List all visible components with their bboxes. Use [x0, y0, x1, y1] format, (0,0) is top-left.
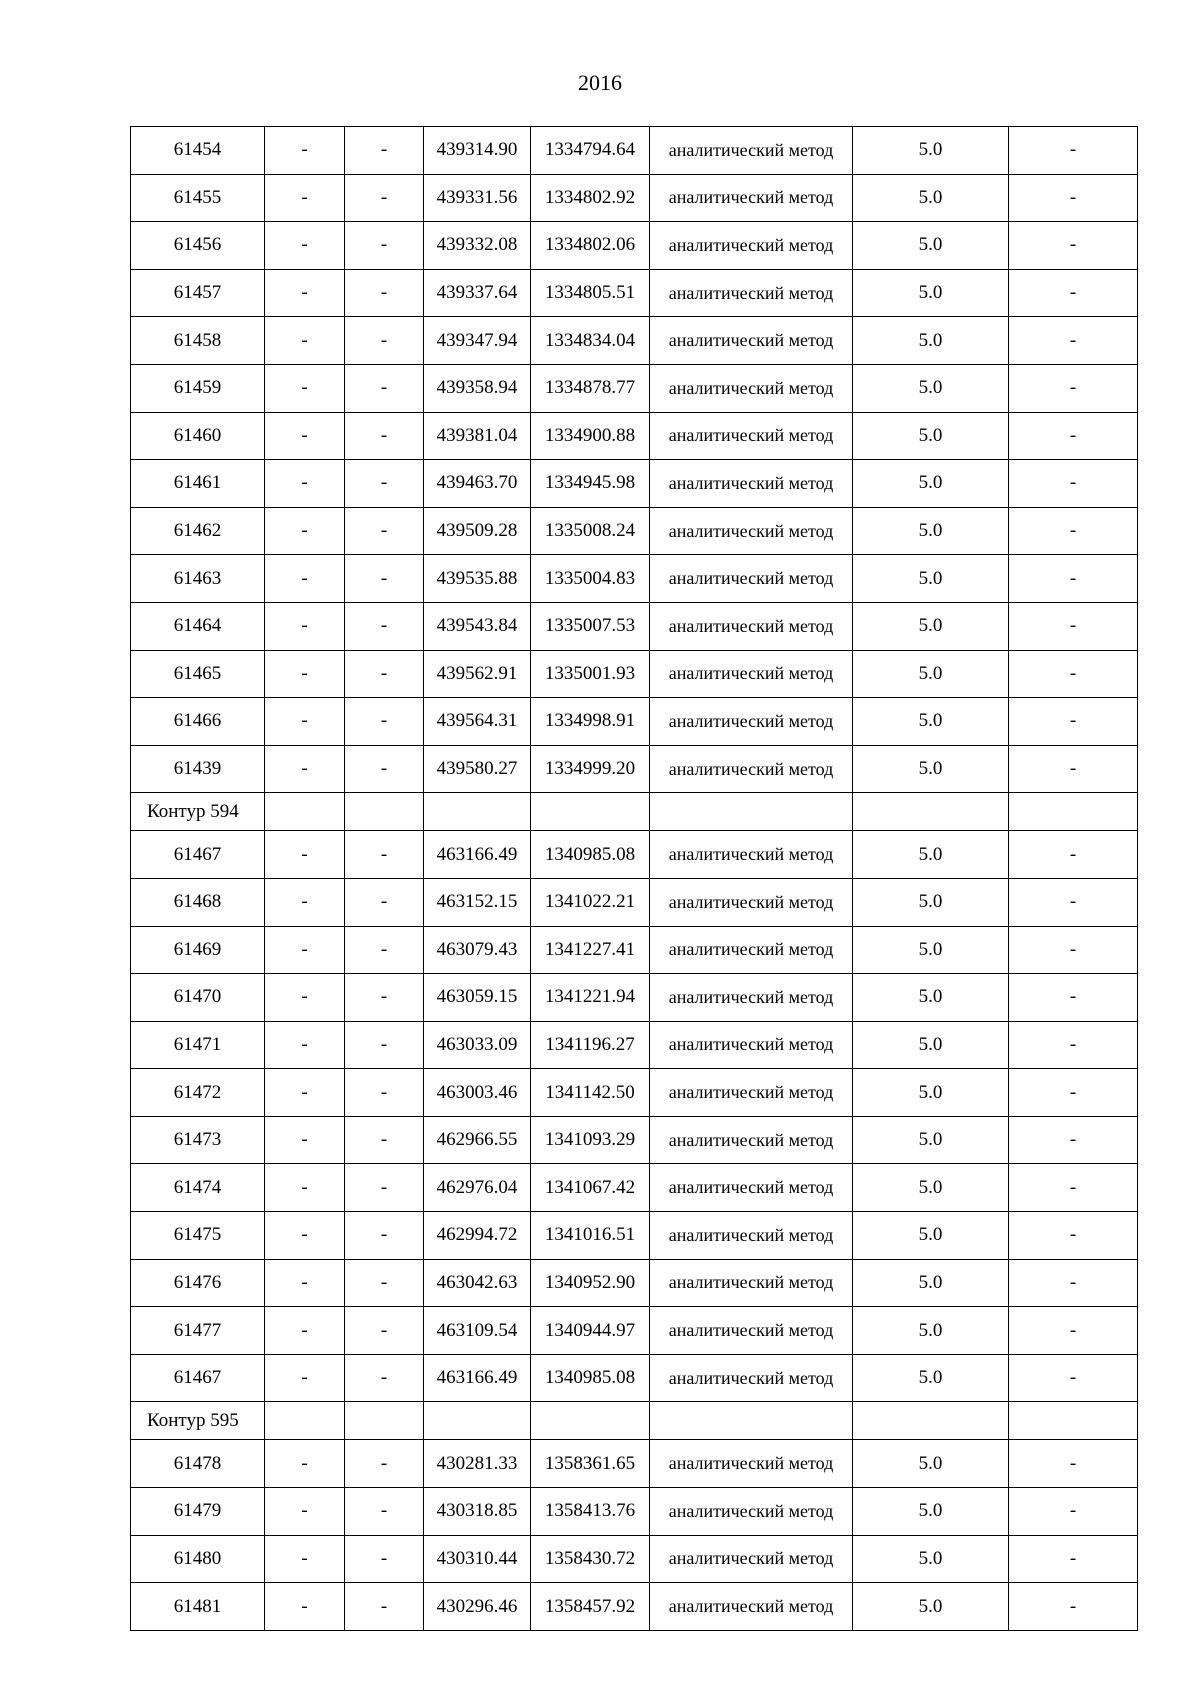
point-number-cell: 61477 [131, 1307, 265, 1355]
table-row [131, 412, 1138, 460]
dash-cell: - [1009, 745, 1138, 793]
dash-cell: - [265, 317, 345, 365]
dash-cell: - [345, 1583, 424, 1631]
dash-cell: - [265, 974, 345, 1022]
accuracy-cell: 5.0 [853, 1212, 1009, 1260]
dash-cell: - [265, 1440, 345, 1488]
table-row [131, 831, 1138, 879]
dash-cell: - [1009, 364, 1138, 412]
method-cell: аналитический метод [650, 507, 853, 555]
method-cell: аналитический метод [650, 831, 853, 879]
table-row [131, 460, 1138, 508]
point-number-cell: 61474 [131, 1164, 265, 1212]
dash-cell: - [1009, 1164, 1138, 1212]
dash-cell: - [265, 650, 345, 698]
y-coordinate-cell: 1334834.04 [531, 317, 650, 365]
y-coordinate-cell: 1358430.72 [531, 1535, 650, 1583]
accuracy-cell: 5.0 [853, 745, 1009, 793]
point-number-cell: 61469 [131, 926, 265, 974]
method-cell: аналитический метод [650, 1535, 853, 1583]
dash-cell: - [265, 460, 345, 508]
point-number-cell: 61463 [131, 555, 265, 603]
x-coordinate-cell: 439564.31 [424, 698, 531, 746]
dash-cell: - [345, 650, 424, 698]
dash-cell: - [345, 1069, 424, 1117]
accuracy-cell: 5.0 [853, 127, 1009, 175]
dash-cell: - [345, 127, 424, 175]
y-coordinate-cell: 1335001.93 [531, 650, 650, 698]
empty-cell [531, 1402, 650, 1440]
dash-cell: - [345, 1488, 424, 1536]
accuracy-cell: 5.0 [853, 507, 1009, 555]
method-cell: аналитический метод [650, 364, 853, 412]
point-number-cell: 61466 [131, 698, 265, 746]
table-row [131, 1535, 1138, 1583]
accuracy-cell: 5.0 [853, 269, 1009, 317]
y-coordinate-cell: 1335004.83 [531, 555, 650, 603]
y-coordinate-cell: 1341016.51 [531, 1212, 650, 1260]
empty-cell [265, 1402, 345, 1440]
dash-cell: - [345, 460, 424, 508]
dash-cell: - [265, 831, 345, 879]
y-coordinate-cell: 1358457.92 [531, 1583, 650, 1631]
dash-cell: - [265, 269, 345, 317]
dash-cell: - [345, 1116, 424, 1164]
dash-cell: - [265, 412, 345, 460]
y-coordinate-cell: 1341022.21 [531, 878, 650, 926]
method-cell: аналитический метод [650, 1583, 853, 1631]
dash-cell: - [1009, 698, 1138, 746]
dash-cell: - [1009, 1488, 1138, 1536]
dash-cell: - [345, 412, 424, 460]
y-coordinate-cell: 1341227.41 [531, 926, 650, 974]
dash-cell: - [1009, 1116, 1138, 1164]
dash-cell: - [265, 1354, 345, 1402]
empty-cell [345, 1402, 424, 1440]
accuracy-cell: 5.0 [853, 555, 1009, 603]
method-cell: аналитический метод [650, 1021, 853, 1069]
method-cell: аналитический метод [650, 1116, 853, 1164]
y-coordinate-cell: 1341093.29 [531, 1116, 650, 1164]
dash-cell: - [1009, 1583, 1138, 1631]
method-cell: аналитический метод [650, 602, 853, 650]
dash-cell: - [1009, 460, 1138, 508]
empty-cell [531, 793, 650, 831]
x-coordinate-cell: 439314.90 [424, 127, 531, 175]
accuracy-cell: 5.0 [853, 926, 1009, 974]
x-coordinate-cell: 439509.28 [424, 507, 531, 555]
table-row [131, 1488, 1138, 1536]
dash-cell: - [1009, 831, 1138, 879]
method-cell: аналитический метод [650, 974, 853, 1022]
dash-cell: - [265, 1021, 345, 1069]
dash-cell: - [265, 926, 345, 974]
table-row [131, 745, 1138, 793]
empty-cell [424, 793, 531, 831]
y-coordinate-cell: 1334805.51 [531, 269, 650, 317]
dash-cell: - [265, 1535, 345, 1583]
method-cell: аналитический метод [650, 1069, 853, 1117]
dash-cell: - [265, 745, 345, 793]
dash-cell: - [265, 1116, 345, 1164]
method-cell: аналитический метод [650, 1488, 853, 1536]
method-cell: аналитический метод [650, 1164, 853, 1212]
y-coordinate-cell: 1341221.94 [531, 974, 650, 1022]
coordinates-table [130, 126, 1138, 1631]
x-coordinate-cell: 463042.63 [424, 1259, 531, 1307]
empty-cell [345, 793, 424, 831]
x-coordinate-cell: 462966.55 [424, 1116, 531, 1164]
table-row [131, 926, 1138, 974]
accuracy-cell: 5.0 [853, 1354, 1009, 1402]
accuracy-cell: 5.0 [853, 174, 1009, 222]
method-cell: аналитический метод [650, 460, 853, 508]
table-row [131, 1307, 1138, 1355]
dash-cell: - [265, 602, 345, 650]
dash-cell: - [345, 1164, 424, 1212]
x-coordinate-cell: 430281.33 [424, 1440, 531, 1488]
point-number-cell: 61480 [131, 1535, 265, 1583]
dash-cell: - [1009, 1259, 1138, 1307]
dash-cell: - [345, 745, 424, 793]
table-row [131, 555, 1138, 603]
empty-cell [853, 1402, 1009, 1440]
table-row [131, 127, 1138, 175]
accuracy-cell: 5.0 [853, 878, 1009, 926]
point-number-cell: 61460 [131, 412, 265, 460]
point-number-cell: 61481 [131, 1583, 265, 1631]
dash-cell: - [265, 1164, 345, 1212]
dash-cell: - [345, 507, 424, 555]
dash-cell: - [1009, 555, 1138, 603]
dash-cell: - [1009, 1535, 1138, 1583]
y-coordinate-cell: 1340985.08 [531, 831, 650, 879]
accuracy-cell: 5.0 [853, 602, 1009, 650]
dash-cell: - [1009, 127, 1138, 175]
accuracy-cell: 5.0 [853, 1116, 1009, 1164]
dash-cell: - [1009, 269, 1138, 317]
dash-cell: - [1009, 222, 1138, 270]
y-coordinate-cell: 1334878.77 [531, 364, 650, 412]
dash-cell: - [345, 974, 424, 1022]
point-number-cell: 61479 [131, 1488, 265, 1536]
y-coordinate-cell: 1334999.20 [531, 745, 650, 793]
dash-cell: - [345, 1021, 424, 1069]
table-row [131, 1583, 1138, 1631]
dash-cell: - [265, 507, 345, 555]
dash-cell: - [1009, 602, 1138, 650]
method-cell: аналитический метод [650, 698, 853, 746]
point-number-cell: 61467 [131, 1354, 265, 1402]
y-coordinate-cell: 1340985.08 [531, 1354, 650, 1402]
point-number-cell: 61456 [131, 222, 265, 270]
table-row [131, 364, 1138, 412]
method-cell: аналитический метод [650, 174, 853, 222]
y-coordinate-cell: 1341196.27 [531, 1021, 650, 1069]
empty-cell [650, 1402, 853, 1440]
method-cell: аналитический метод [650, 127, 853, 175]
y-coordinate-cell: 1341067.42 [531, 1164, 650, 1212]
dash-cell: - [1009, 412, 1138, 460]
x-coordinate-cell: 439535.88 [424, 555, 531, 603]
accuracy-cell: 5.0 [853, 1535, 1009, 1583]
table-row [131, 1164, 1138, 1212]
x-coordinate-cell: 439358.94 [424, 364, 531, 412]
accuracy-cell: 5.0 [853, 1440, 1009, 1488]
x-coordinate-cell: 439580.27 [424, 745, 531, 793]
dash-cell: - [265, 878, 345, 926]
point-number-cell: 61454 [131, 127, 265, 175]
accuracy-cell: 5.0 [853, 1259, 1009, 1307]
point-number-cell: 61473 [131, 1116, 265, 1164]
x-coordinate-cell: 463003.46 [424, 1069, 531, 1117]
x-coordinate-cell: 463166.49 [424, 1354, 531, 1402]
contour-label: Контур 595 [131, 1402, 265, 1440]
method-cell: аналитический метод [650, 222, 853, 270]
table-row [131, 507, 1138, 555]
empty-cell [424, 1402, 531, 1440]
method-cell: аналитический метод [650, 269, 853, 317]
dash-cell: - [345, 364, 424, 412]
x-coordinate-cell: 439381.04 [424, 412, 531, 460]
point-number-cell: 61467 [131, 831, 265, 879]
dash-cell: - [345, 222, 424, 270]
accuracy-cell: 5.0 [853, 1069, 1009, 1117]
accuracy-cell: 5.0 [853, 1307, 1009, 1355]
y-coordinate-cell: 1334998.91 [531, 698, 650, 746]
x-coordinate-cell: 463109.54 [424, 1307, 531, 1355]
contour-header-row [131, 1402, 1138, 1440]
x-coordinate-cell: 463152.15 [424, 878, 531, 926]
dash-cell: - [265, 698, 345, 746]
dash-cell: - [265, 1259, 345, 1307]
dash-cell: - [345, 269, 424, 317]
point-number-cell: 61465 [131, 650, 265, 698]
point-number-cell: 61476 [131, 1259, 265, 1307]
y-coordinate-cell: 1340944.97 [531, 1307, 650, 1355]
x-coordinate-cell: 430296.46 [424, 1583, 531, 1631]
dash-cell: - [345, 878, 424, 926]
dash-cell: - [345, 1212, 424, 1260]
y-coordinate-cell: 1334802.06 [531, 222, 650, 270]
table-row [131, 269, 1138, 317]
dash-cell: - [1009, 1069, 1138, 1117]
dash-cell: - [1009, 317, 1138, 365]
table-row [131, 878, 1138, 926]
x-coordinate-cell: 463079.43 [424, 926, 531, 974]
empty-cell [1009, 1402, 1138, 1440]
table-row [131, 974, 1138, 1022]
accuracy-cell: 5.0 [853, 460, 1009, 508]
dash-cell: - [1009, 1440, 1138, 1488]
dash-cell: - [1009, 174, 1138, 222]
dash-cell: - [265, 555, 345, 603]
dash-cell: - [345, 831, 424, 879]
dash-cell: - [265, 1307, 345, 1355]
y-coordinate-cell: 1335008.24 [531, 507, 650, 555]
y-coordinate-cell: 1341142.50 [531, 1069, 650, 1117]
dash-cell: - [1009, 1307, 1138, 1355]
table-row [131, 698, 1138, 746]
table-row [131, 1021, 1138, 1069]
x-coordinate-cell: 463166.49 [424, 831, 531, 879]
contour-header-row [131, 793, 1138, 831]
x-coordinate-cell: 430310.44 [424, 1535, 531, 1583]
dash-cell: - [265, 1212, 345, 1260]
dash-cell: - [1009, 974, 1138, 1022]
table-row [131, 222, 1138, 270]
accuracy-cell: 5.0 [853, 698, 1009, 746]
dash-cell: - [345, 602, 424, 650]
method-cell: аналитический метод [650, 1307, 853, 1355]
accuracy-cell: 5.0 [853, 1583, 1009, 1631]
point-number-cell: 61472 [131, 1069, 265, 1117]
table-row [131, 174, 1138, 222]
x-coordinate-cell: 439337.64 [424, 269, 531, 317]
table-row [131, 1440, 1138, 1488]
page-number: 2016 [578, 70, 622, 95]
table-row [131, 1212, 1138, 1260]
dash-cell: - [1009, 1021, 1138, 1069]
point-number-cell: 61461 [131, 460, 265, 508]
table-row [131, 1069, 1138, 1117]
table-row [131, 650, 1138, 698]
table-row [131, 602, 1138, 650]
table-row [131, 1116, 1138, 1164]
table-row [131, 317, 1138, 365]
point-number-cell: 61475 [131, 1212, 265, 1260]
y-coordinate-cell: 1335007.53 [531, 602, 650, 650]
method-cell: аналитический метод [650, 1212, 853, 1260]
y-coordinate-cell: 1334945.98 [531, 460, 650, 508]
dash-cell: - [345, 698, 424, 746]
dash-cell: - [265, 1583, 345, 1631]
x-coordinate-cell: 430318.85 [424, 1488, 531, 1536]
x-coordinate-cell: 439463.70 [424, 460, 531, 508]
method-cell: аналитический метод [650, 650, 853, 698]
accuracy-cell: 5.0 [853, 831, 1009, 879]
accuracy-cell: 5.0 [853, 317, 1009, 365]
accuracy-cell: 5.0 [853, 364, 1009, 412]
dash-cell: - [345, 1354, 424, 1402]
method-cell: аналитический метод [650, 878, 853, 926]
accuracy-cell: 5.0 [853, 974, 1009, 1022]
x-coordinate-cell: 463059.15 [424, 974, 531, 1022]
dash-cell: - [345, 174, 424, 222]
y-coordinate-cell: 1358361.65 [531, 1440, 650, 1488]
method-cell: аналитический метод [650, 1259, 853, 1307]
dash-cell: - [265, 364, 345, 412]
dash-cell: - [265, 174, 345, 222]
x-coordinate-cell: 463033.09 [424, 1021, 531, 1069]
dash-cell: - [1009, 1212, 1138, 1260]
x-coordinate-cell: 439332.08 [424, 222, 531, 270]
dash-cell: - [1009, 507, 1138, 555]
empty-cell [650, 793, 853, 831]
point-number-cell: 61464 [131, 602, 265, 650]
point-number-cell: 61459 [131, 364, 265, 412]
x-coordinate-cell: 439347.94 [424, 317, 531, 365]
method-cell: аналитический метод [650, 1354, 853, 1402]
accuracy-cell: 5.0 [853, 1021, 1009, 1069]
y-coordinate-cell: 1334900.88 [531, 412, 650, 460]
table-row [131, 1259, 1138, 1307]
y-coordinate-cell: 1340952.90 [531, 1259, 650, 1307]
contour-label: Контур 594 [131, 793, 265, 831]
dash-cell: - [1009, 926, 1138, 974]
dash-cell: - [345, 317, 424, 365]
method-cell: аналитический метод [650, 1440, 853, 1488]
accuracy-cell: 5.0 [853, 222, 1009, 270]
accuracy-cell: 5.0 [853, 650, 1009, 698]
dash-cell: - [345, 1307, 424, 1355]
accuracy-cell: 5.0 [853, 412, 1009, 460]
dash-cell: - [265, 127, 345, 175]
method-cell: аналитический метод [650, 555, 853, 603]
y-coordinate-cell: 1334802.92 [531, 174, 650, 222]
point-number-cell: 61478 [131, 1440, 265, 1488]
method-cell: аналитический метод [650, 317, 853, 365]
method-cell: аналитический метод [650, 745, 853, 793]
point-number-cell: 61439 [131, 745, 265, 793]
point-number-cell: 61471 [131, 1021, 265, 1069]
empty-cell [853, 793, 1009, 831]
point-number-cell: 61468 [131, 878, 265, 926]
point-number-cell: 61457 [131, 269, 265, 317]
table-body [131, 127, 1138, 1631]
dash-cell: - [1009, 650, 1138, 698]
method-cell: аналитический метод [650, 412, 853, 460]
x-coordinate-cell: 439543.84 [424, 602, 531, 650]
point-number-cell: 61458 [131, 317, 265, 365]
dash-cell: - [265, 1069, 345, 1117]
dash-cell: - [1009, 1354, 1138, 1402]
dash-cell: - [345, 926, 424, 974]
table-row [131, 1354, 1138, 1402]
x-coordinate-cell: 462976.04 [424, 1164, 531, 1212]
accuracy-cell: 5.0 [853, 1164, 1009, 1212]
empty-cell [1009, 793, 1138, 831]
dash-cell: - [345, 555, 424, 603]
method-cell: аналитический метод [650, 926, 853, 974]
dash-cell: - [265, 1488, 345, 1536]
x-coordinate-cell: 439562.91 [424, 650, 531, 698]
y-coordinate-cell: 1334794.64 [531, 127, 650, 175]
dash-cell: - [265, 222, 345, 270]
y-coordinate-cell: 1358413.76 [531, 1488, 650, 1536]
x-coordinate-cell: 439331.56 [424, 174, 531, 222]
point-number-cell: 61455 [131, 174, 265, 222]
x-coordinate-cell: 462994.72 [424, 1212, 531, 1260]
empty-cell [265, 793, 345, 831]
point-number-cell: 61462 [131, 507, 265, 555]
dash-cell: - [345, 1440, 424, 1488]
dash-cell: - [1009, 878, 1138, 926]
dash-cell: - [345, 1535, 424, 1583]
point-number-cell: 61470 [131, 974, 265, 1022]
dash-cell: - [345, 1259, 424, 1307]
accuracy-cell: 5.0 [853, 1488, 1009, 1536]
